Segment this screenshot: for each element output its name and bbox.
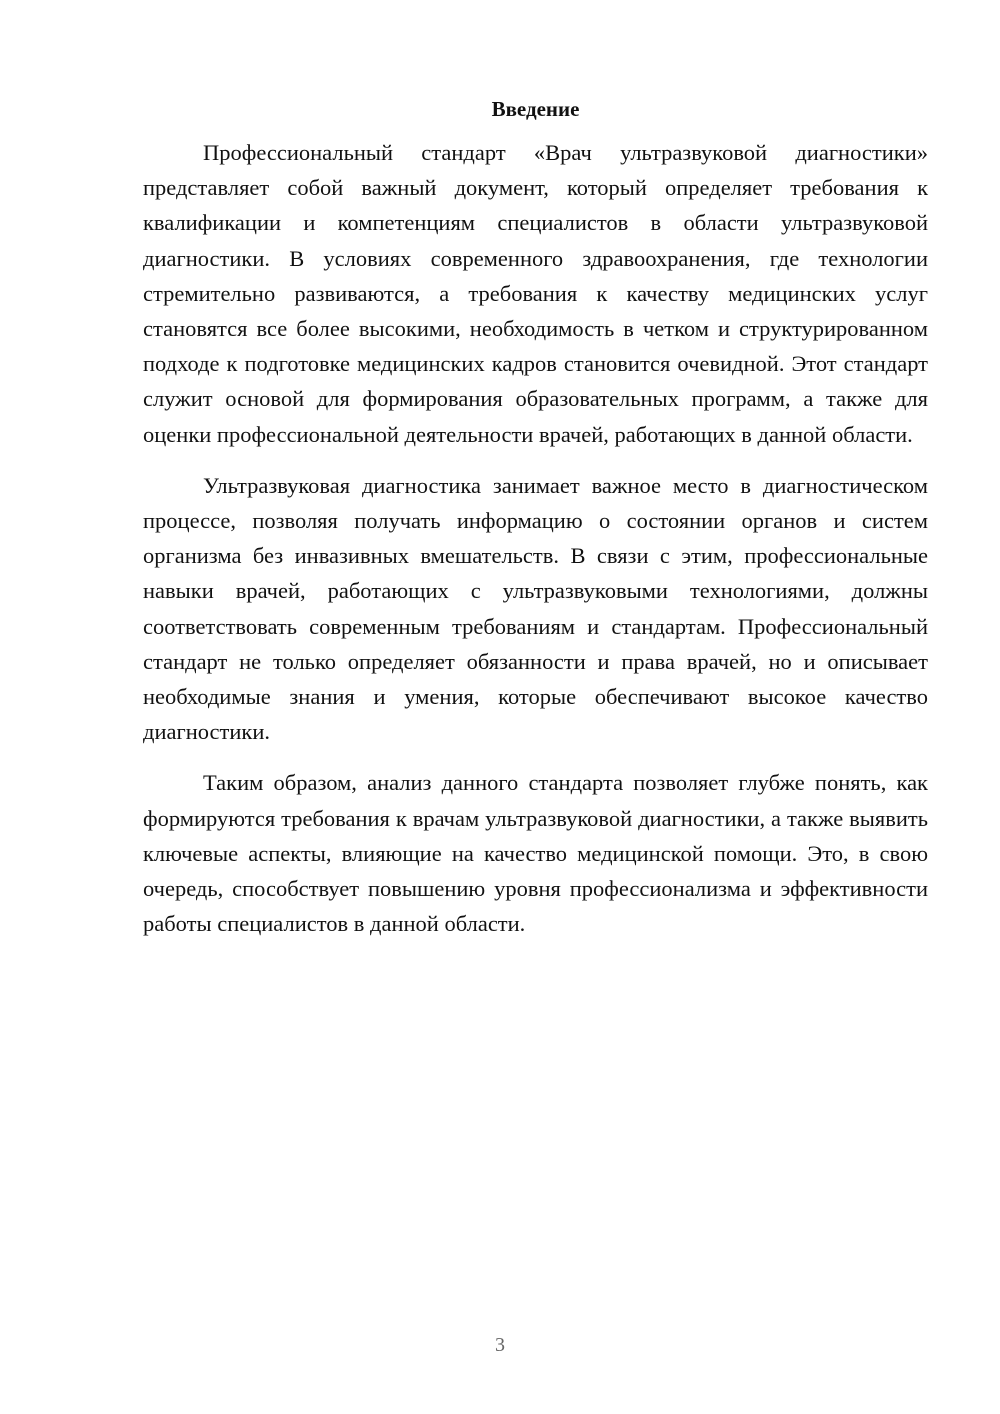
page-number: 3 (495, 1334, 505, 1356)
page-content (143, 93, 928, 957)
section-title: Введение (491, 97, 580, 121)
paragraph-3: Таким образом, анализ данного стандарта позволяет глубже понять, как формируются требования к врачам ультразвуковой диагностики, а также выявить ключевые аспекты, влияющие на качество медицинской помощи. Это, в свою очередь, способствует повышению уровня профессионализма и эффективности работы специалистов в данной области. (143, 770, 928, 937)
paragraph-2: Ультразвуковая диагностика занимает важное место в диагностическом процессе, позволяя получать информацию о состоянии органов и систем организма без инвазивных вмешательств. В связи с этим, профессиональные навыки врачей, работающих с ультразвуковыми технологиями, должны соответствовать современным требованиям и стандартам. Профессиональный стандарт не только определяет обязанности и права врачей, но и описывает необходимые знания и умения, которые обеспечивают высокое качество диагностики. (143, 472, 928, 745)
paragraph-1: Профессиональный стандарт «Врач ультразвуковой диагностики» представляет собой важный документ, который определяет требования к квалификации и компетенциям специалистов в области ультразвуковой диагностики. В условиях современного здравоохранения, где технологии стремительно развиваются, а требования к качеству медицинских услуг становятся все более высокими, необходимость в четком и структурированном подходе к подготовке медицинских кадров становится очевидной. Этот стандарт служит основой для формирования образовательных программ, а также для оценки профессиональной деятельности врачей, работающих в данной области. (143, 140, 928, 447)
